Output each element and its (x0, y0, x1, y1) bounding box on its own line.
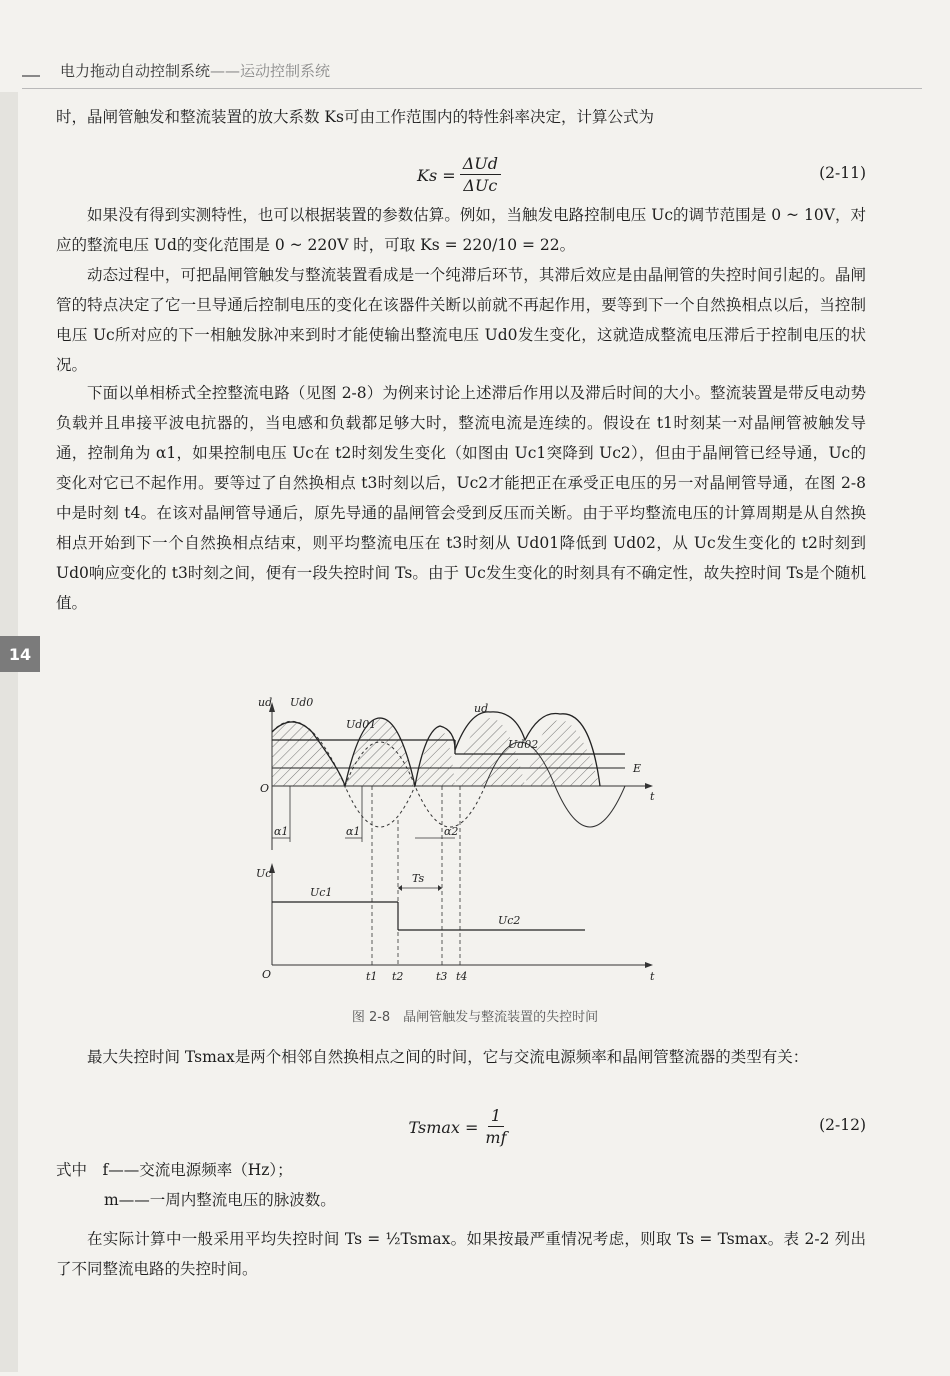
eq1-lhs: Ks = (417, 165, 456, 185)
label-uc1: Uc1 (310, 886, 333, 899)
header-rule (22, 88, 922, 89)
paragraph-5: 最大失控时间 Tsmax是两个相邻自然换相点之间的时间，它与交流电源频率和晶闸管整流器的类型有关： (87, 1048, 809, 1066)
header-rule-left (22, 75, 40, 77)
label-alpha1-a: α1 (274, 825, 289, 838)
eq1-number: (2-11) (819, 164, 866, 182)
figure-2-8-svg (250, 690, 690, 990)
ts-arrow-left (398, 885, 402, 891)
label-t1: t1 (366, 970, 378, 983)
label-origin-bottom: O (262, 968, 272, 981)
equation-2-11 (56, 152, 866, 198)
legend-line-m: m——一周内整流电压的脉波数。 (104, 1191, 336, 1209)
eq1-numerator: ΔUd (460, 154, 501, 175)
paragraph-3: 动态过程中，可把晶闸管触发与整流装置看成是一个纯滞后环节，其滞后效应是由晶闸管的失控时间引起的。晶闸管的特点决定了它一旦导通后控制电压的变化在该器件关断以前就不再起作用，要等到下一个自然换相点以后，当控制电压 Uc所对应的下一相触发脉冲来到时才能使输出整流电压 Ud0发生变化，这就造成整流电压滞后于控制电压的状况。 (56, 266, 866, 374)
legend-line-f: 式中 f——交流电源频率（Hz）； (56, 1161, 293, 1179)
eq2-denominator: mf (485, 1127, 507, 1147)
figure-2-8 (250, 690, 690, 990)
eq2-numerator: 1 (488, 1106, 504, 1127)
header-separator: —— (210, 62, 241, 80)
label-uc2: Uc2 (498, 914, 521, 927)
hatch-area-5 (525, 720, 600, 786)
paragraph-1: 时，晶闸管触发和整流装置的放大系数 Ks可由工作范围内的特性斜率决定，计算公式为 (56, 108, 654, 126)
running-header-text (60, 60, 330, 81)
ts-arrow-right (438, 885, 442, 891)
label-ud-wave: ud (474, 702, 489, 715)
paragraph-6: 在实际计算中一般采用平均失控时间 Ts = ½Tsmax。如果按最严重情况考虑，则取 Ts = Tsmax。表 2-2 列出了不同整流电路的失控时间。 (56, 1230, 866, 1278)
eq1-denominator: ΔUc (463, 175, 498, 195)
page-edge-band (0, 92, 18, 1372)
label-ud0: Ud0 (290, 696, 314, 709)
paragraph-2: 如果没有得到实测特性，也可以根据装置的参数估算。例如，当触发电路控制电压 Uc的调节范围是 0 ~ 10V，对应的整流电压 Ud的变化范围是 0 ~ 220V 时，可取 Ks = 220/10 = 22。 (56, 206, 866, 254)
label-alpha2: α2 (444, 825, 459, 838)
label-ts: Ts (412, 872, 425, 885)
label-ud: ud (258, 696, 273, 709)
label-t-top: t (650, 790, 655, 803)
eq2-lhs: Tsmax = (408, 1117, 479, 1137)
hatch-area-1 (272, 722, 345, 786)
eq1-fraction (460, 154, 501, 197)
top-x-arrow (645, 783, 653, 789)
label-t3: t3 (436, 970, 448, 983)
bottom-x-arrow (645, 962, 653, 968)
label-e: E (633, 762, 642, 775)
label-t-bottom: t (650, 970, 655, 983)
header-subtitle: 运动控制系统 (240, 62, 331, 80)
eq2-fraction (482, 1106, 509, 1149)
label-alpha1-b: α1 (346, 825, 361, 838)
figure-caption: 图 2-8 晶闸管触发与整流装置的失控时间 (351, 1010, 599, 1025)
label-t2: t2 (392, 970, 404, 983)
header-title: 电力拖动自动控制系统 (60, 62, 211, 80)
label-ud01: Ud01 (346, 718, 377, 731)
label-t4: t4 (456, 970, 468, 983)
paragraph-4: 下面以单相桥式全控整流电路（见图 2-8）为例来讨论上述滞后作用以及滞后时间的大小。整流装置是带反电动势负载并且串接平波电抗器的，当电感和负载都足够大时，整流电流是连续的。假设在 t1时刻某一对晶闸管被触发导通，控制角为 α1，如果控制电压 Uc在 t2时刻发生变化（如图由 Uc1突降到 Uc2），但由于晶闸管已经导通，Uc的变化对它已不起作用。要等过了自然换相点 t3时刻以后，Uc2才能把正在承受正电压的另一对晶闸管导通，在图 2-8 中是时刻 t4。在该对晶闸管导通后，原先导通的晶闸管会受到反压而关断。由于平均整流电压的计算周期是从自然换相点开始到下一个自然换相点结束，则平均整流电压在 t3时刻从 Ud01降低到 Ud02，从 Uc发生变化的 t2时刻到 Ud0响应变化的 t3时刻之间，便有一段失控时间 Ts。由于 Uc发生变化的时刻具有不确定性，故失控时间 Ts是个随机值。 (56, 384, 866, 612)
equation-2-12 (56, 1104, 866, 1150)
label-uc: Uc (256, 867, 272, 880)
label-origin-top: O (260, 782, 270, 795)
running-header (22, 58, 922, 92)
eq2-number: (2-12) (819, 1116, 866, 1134)
page-number: 14 (0, 636, 40, 672)
label-ud02: Ud02 (508, 738, 539, 751)
